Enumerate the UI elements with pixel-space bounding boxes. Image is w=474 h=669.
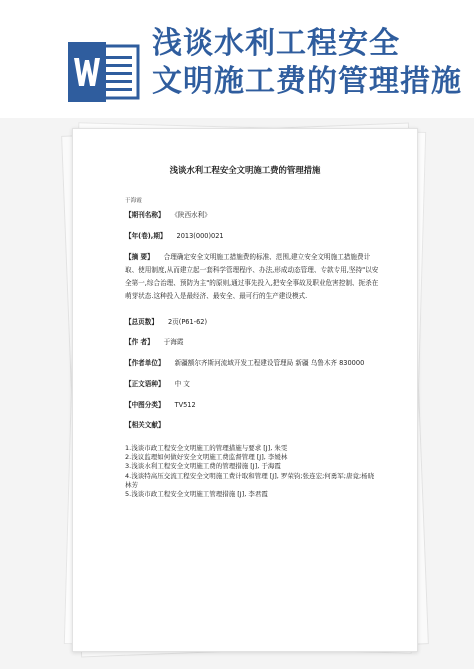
field-value: TV512	[174, 401, 196, 409]
banner-title-line-2: 文明施工费的管理措施	[152, 64, 462, 99]
field-label: 【作者单位】	[125, 359, 165, 367]
reference-item[interactable]: 5.浅谈市政工程安全文明施工管理措施 [J], 李君霞	[125, 490, 268, 499]
references-title: 【相关文献】	[125, 421, 165, 429]
field-value: 合理确定安全文明施工措施费的标准、范围,建立安全文明施工措施费计取、使用制度,从而建立起一套科学管理程序、办法,形成动态管理、专款专用,坚持"以安全第一,综合治理、预防为主"的原则,通过事先投入,把安全事故及职业危害控制、扼杀在萌芽状态.这种投入是最经济、最安全、最可行的生产建设模式.	[125, 253, 379, 300]
field-label: 【摘 要】	[125, 253, 154, 261]
banner-title-line-1: 浅谈水利工程安全	[152, 26, 400, 61]
field-value: 新疆额尔齐斯河流域开发工程建设管理局 新疆 乌鲁木齐 830000	[174, 359, 365, 367]
field-label: 【中图分类】	[125, 401, 165, 409]
reference-item[interactable]: 4.浅谈特高压交流工程安全文明施工费计取和管理 [J], 罗荣钧;张连宏;何勇军;唐竟;杨晓林芳	[125, 471, 375, 489]
field-value: 《陕西水利》	[174, 211, 211, 219]
field-author	[125, 336, 383, 349]
field-value: 2013(000)021	[176, 232, 224, 240]
field-volume-issue	[125, 230, 383, 243]
field-abstract	[125, 251, 383, 303]
field-value: 中 文	[174, 380, 190, 388]
field-label: 【作 者】	[125, 338, 154, 346]
field-journal	[125, 209, 383, 222]
references-list	[125, 444, 375, 499]
field-classification	[125, 399, 383, 412]
document-author: 于海霞	[125, 198, 142, 204]
word-icon	[66, 42, 140, 102]
field-page-count	[125, 316, 383, 329]
document-page	[72, 128, 418, 652]
reference-item[interactable]: 1.浅谈市政工程安全文明施工的管理措施与要求 [J], 朱雯	[125, 444, 288, 452]
field-value: 于海霞	[163, 338, 184, 346]
field-label: 【总页数】	[125, 318, 158, 326]
field-label: 【期刊名称】	[125, 211, 165, 219]
document-title: 浅谈水利工程安全文明施工费的管理措施	[169, 165, 321, 175]
header-banner	[0, 0, 474, 118]
reference-item[interactable]: 3.浅谈水利工程安全文明施工费的管理措施 [J], 于海霞	[125, 462, 281, 471]
field-label: 【年(卷),期】	[125, 232, 167, 240]
reference-item[interactable]: 2.浅议监理如何做好安全文明施工费监督管理 [J], 李媛林	[125, 453, 288, 462]
field-affiliation	[125, 357, 383, 370]
field-label: 【正文语种】	[125, 380, 165, 388]
field-value: 2页(P61-62)	[167, 318, 208, 326]
field-language	[125, 378, 383, 391]
